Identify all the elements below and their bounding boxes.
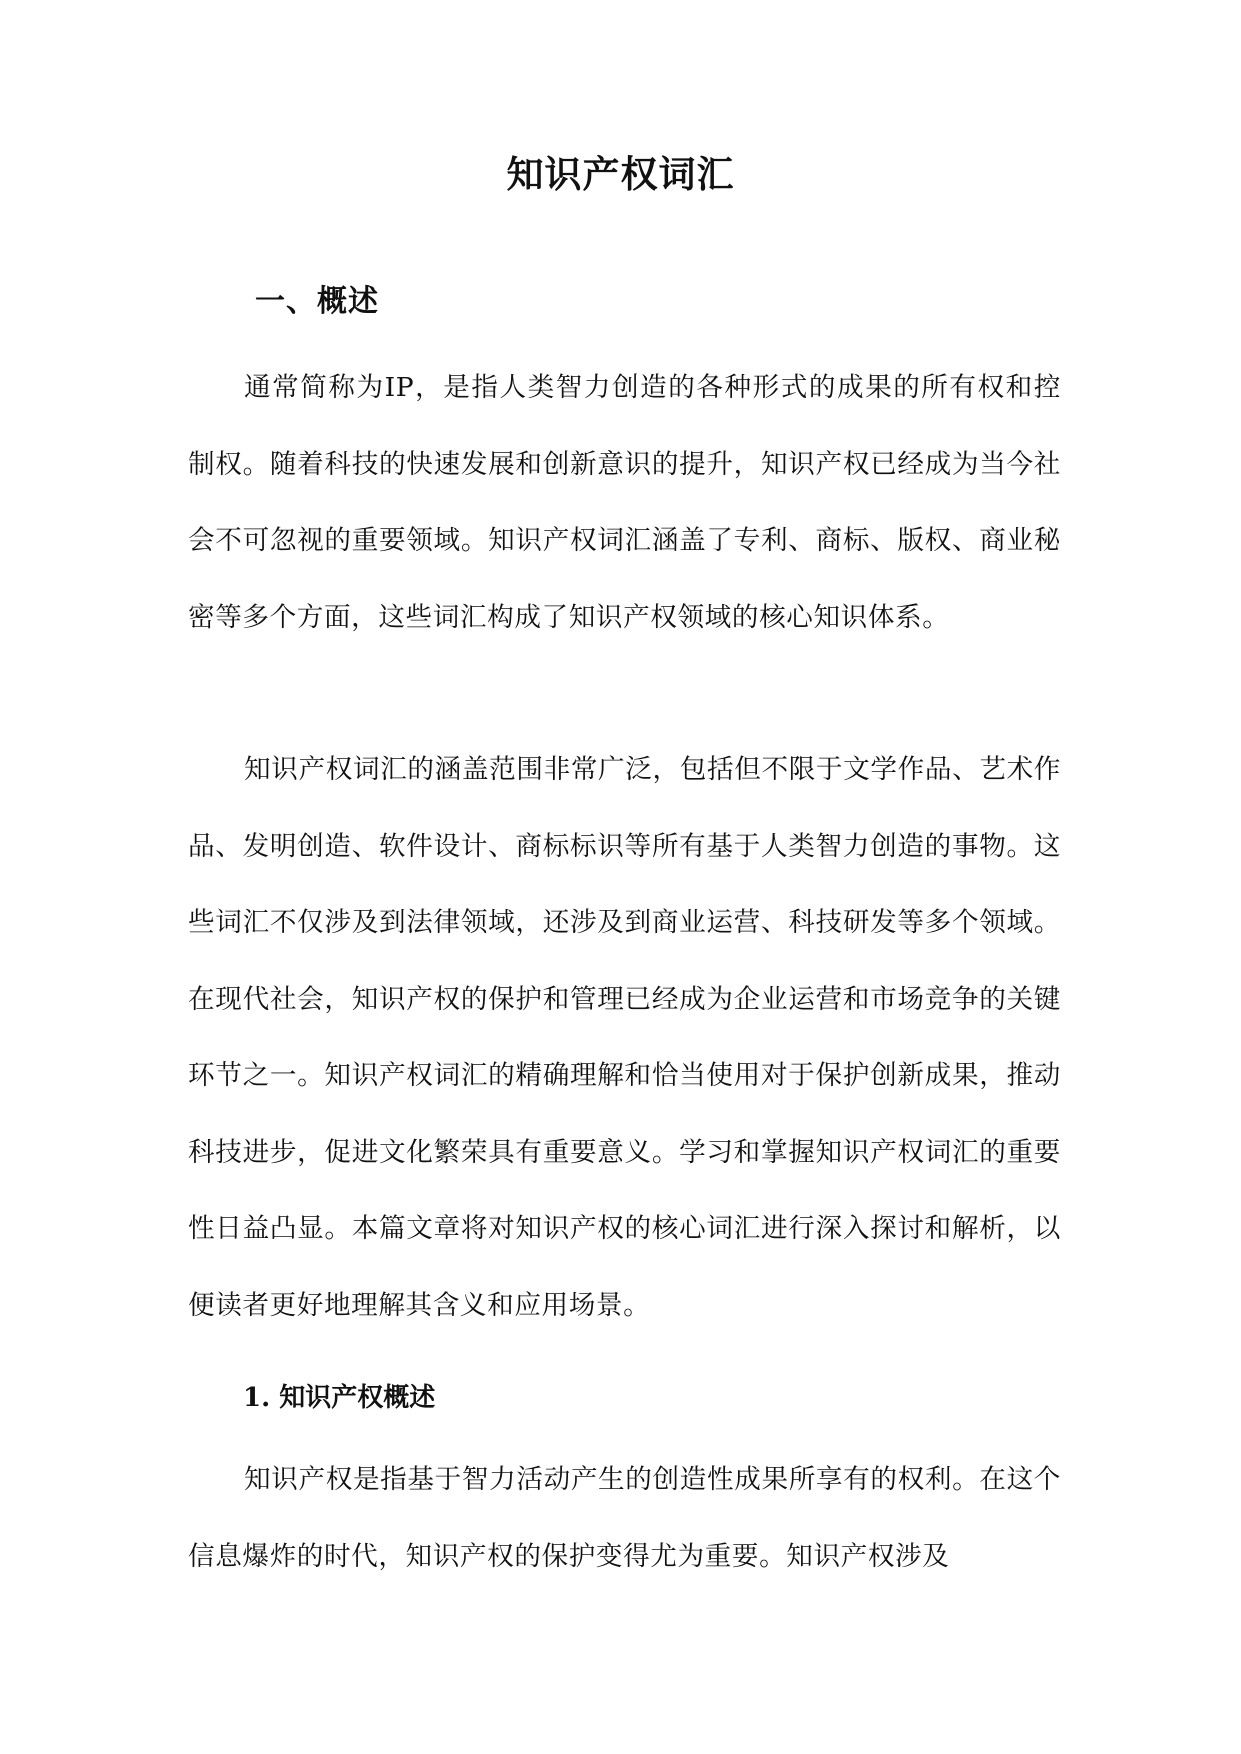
paragraph-ip-definition: 通常简称为IP，是指人类智力创造的各种形式的成果的所有权和控制权。随着科技的快速发展和创新意识的提升，知识产权已经成为当今社会不可忽视的重要领域。知识产权词汇涵盖了专利、商标、版权、商业秘密等多个方面，这些词汇构成了知识产权领域的核心知识体系。 bbox=[188, 372, 1061, 633]
paragraph-ip-rights: 知识产权是指基于智力活动产生的创造性成果所享有的权利。在这个信息爆炸的时代，知识产权的保护变得尤为重要。知识产权涉及 bbox=[188, 1464, 1061, 1572]
section-heading-overview: 一、概述 bbox=[255, 284, 379, 319]
paragraph-ip-vocabulary-scope: 知识产权词汇的涵盖范围非常广泛，包括但不限于文学作品、艺术作品、发明创造、软件设计、商标标识等所有基于人类智力创造的事物。这些词汇不仅涉及到法律领域，还涉及到商业运营、科技研发等多个领域。在现代社会，知识产权的保护和管理已经成为企业运营和市场竞争的关键环节之一。知识产权词汇的精确理解和恰当使用对于保护创新成果，推动科技进步，促进文化繁荣具有重要意义。学习和掌握知识产权词汇的重要性日益凸显。本篇文章将对知识产权的核心词汇进行深入探讨和解析，以便读者更好地理解其含义和应用场景。 bbox=[188, 754, 1061, 1321]
subsection-heading-ip-overview: 1. 知识产权概述 bbox=[243, 1383, 436, 1413]
document-title: 知识产权词汇 bbox=[506, 152, 735, 196]
